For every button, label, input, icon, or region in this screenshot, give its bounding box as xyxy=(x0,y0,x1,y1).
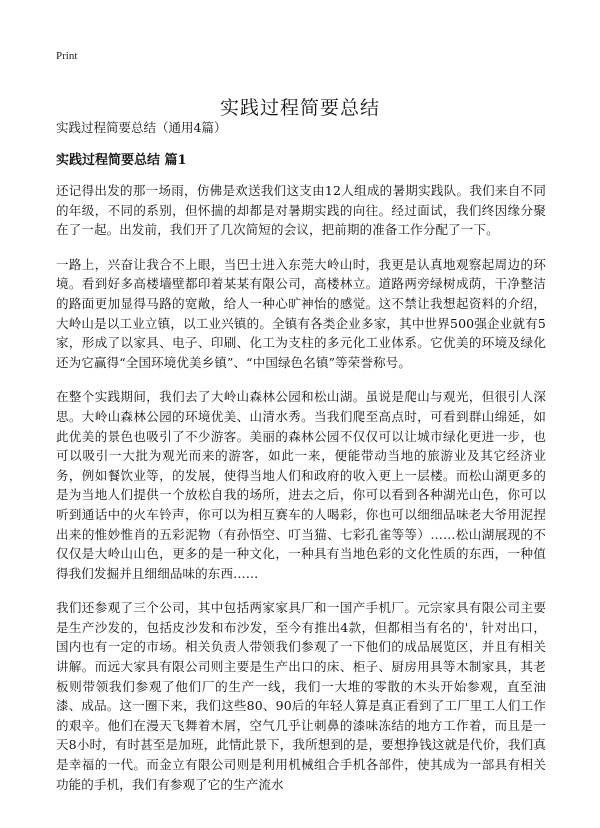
document-subtitle: 实践过程简要总结（通用4篇） xyxy=(56,120,227,135)
print-link[interactable]: Print xyxy=(56,50,78,62)
section-heading: 实践过程简要总结 篇1 xyxy=(56,153,187,168)
document-body xyxy=(56,118,546,809)
page-title: 实践过程简要总结 xyxy=(219,96,380,119)
paragraph: 一路上，兴奋让我合不上眼，当巴士进入东莞大岭山时，我更是认真地观察起周边的环境。看到好多高楼墙壁都印着某某有限公司，高楼林立。道路两旁绿树成荫，干净整洁的路面更加显得马路的宽敞，给人一种心旷神怡的感觉。这不禁让我想起资料的介绍，大岭山是以工业立镇，以工业兴镇的。全镇有各类企业多家，其中世界500强企业就有5家，形成了以家具、电子、印刷、化工为支柱的多元化工业体系。它优美的环境及绿化还为它赢得“全国环境优美乡镇”、“中国绿色名镇”等荣誉称号。 xyxy=(56,256,546,370)
paragraph: 我们还参观了三个公司，其中包括两家家具厂和一国产手机厂。元宗家具有限公司主要是生产沙发的，包括皮沙发和布沙发，至今有推出4款，但都相当有名的'，针对出口，国内也有一定的市场。相关负责人带领我们参观了一下他们的成品展览区，并且有相关讲解。而远大家具有限公司则主要是生产出口的床、柜子、厨房用具等木制家具，其老板则带领我们参观了他们厂的生产一线，我们一大堆的零散的木头开始参观，直至油漆、成品。这一圈下来，我们这些80、90后的年轻人算是真正看到了工厂里工人们工作的艰辛。他们在漫天飞舞着木屑，空气几乎让刺鼻的漆味冻结的地方工作着，而且是一天8小时，有时甚至是加班，此情此景下，我所想到的是，要想挣钱这就是代价，我们真是幸福的一代。而金立有限公司则是利用机械组合手机各部件，使其成为一部具有相关功能的手机，我们有参观了它的生产流水 xyxy=(56,600,546,792)
paragraph: 还记得出发的那一场雨，仿佛是欢送我们这支由12人组成的暑期实践队。我们来自不同的年级，不同的系别，但怀揣的却都是对暑期实践的向往。经过面试，我们终因缘分聚在了一起。出发前，我们开了几次简短的会议，把前期的准备工作分配了一下。 xyxy=(56,183,546,238)
paragraph: 在整个实践期间，我们去了大岭山森林公园和松山湖。虽说是爬山与观光，但很引人深思。大岭山森林公园的环境优美、山清水秀。当我们爬至高点时，可看到群山绵延，如此优美的景色也吸引了不少游客。美丽的森林公园不仅仅可以让城市绿化更进一步，也可以吸引一大批为观光而来的游客，如此一来，便能带动当地的旅游业及其它经济业务，例如餐饮业等，的发展，使得当地人们和政府的收入更上一层楼。而松山湖更多的是为当地人们提供一个放松自我的场所，进去之后，你可以看到各种湖光山色，你可以听到通话中的火车铃声，你可以为相互赛车的人喝彩，你也可以细细品味老大爷用泥捏出来的惟妙惟肖的五彩泥物（有孙悟空、叮当猫、七彩孔雀等等）……松山湖展现的不仅仅是大岭山山色，更多的是一种文化，一种具有当地色彩的文化性质的东西，一种值得我们发掘并且细细品味的东西…… xyxy=(56,389,546,581)
